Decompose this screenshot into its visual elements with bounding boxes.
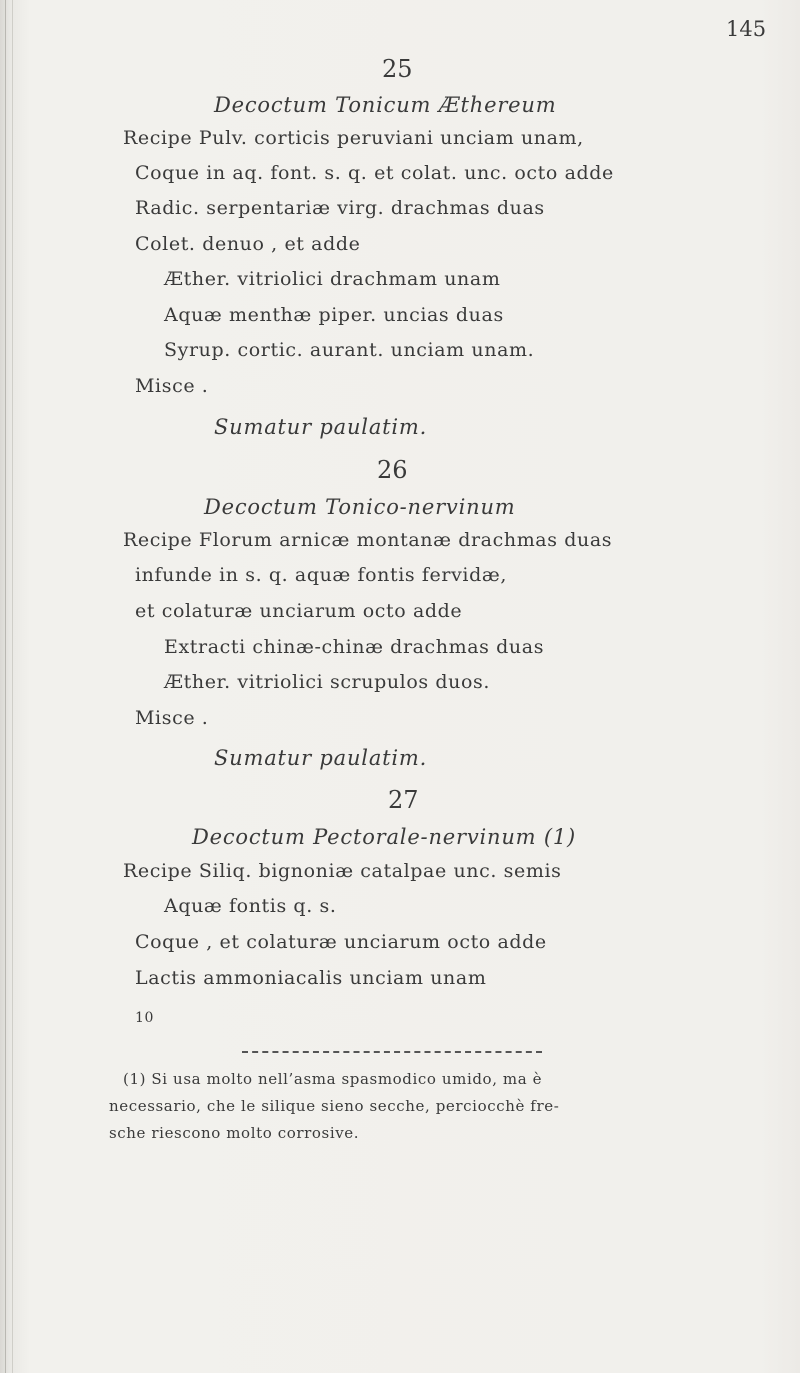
section-title: Decoctum Tonicum Æthereum (214, 93, 557, 117)
section-closing: Sumatur paulatim. (214, 415, 428, 439)
recipe-line: Radic. serpentariæ virg. drachmas duas (135, 197, 545, 219)
binding-edge-inner (12, 0, 13, 1373)
recipe-line: Æther. vitriolici drachmam unam (164, 268, 501, 290)
section-number: 26 (377, 456, 408, 484)
section-number: 25 (382, 55, 413, 83)
recipe-line: Coque , et colaturæ unciarum octo adde (135, 931, 547, 953)
recipe-line: Æther. vitriolici scrupulos duos. (164, 671, 491, 693)
recipe-line: et colaturæ unciarum octo adde (135, 600, 463, 622)
recipe-line: Misce . (135, 375, 209, 397)
recipe-line: Lactis ammoniacalis unciam unam (135, 967, 487, 989)
recipe-line: Misce . (135, 707, 209, 729)
page-number: 145 (726, 17, 767, 41)
footnote-line: sche riescono molto corrosive. (109, 1124, 360, 1142)
section-closing: Sumatur paulatim. (214, 746, 428, 770)
footnote-line: (1) Si usa molto nell’asma spasmodico umido, ma è (123, 1070, 543, 1088)
section-title: Decoctum Tonico-nervinum (204, 495, 516, 519)
recipe-line: Aquæ menthæ piper. uncias duas (164, 304, 504, 326)
binding-edge (5, 0, 6, 1373)
recipe-line: Colet. denuo , et adde (135, 233, 361, 255)
recipe-line: Recipe Siliq. bignoniæ catalpae unc. semis (123, 860, 562, 882)
section-number: 27 (388, 786, 419, 814)
recipe-line: infunde in s. q. aquæ fontis fervidæ, (135, 564, 507, 586)
recipe-line: Aquæ fontis q. s. (164, 895, 337, 917)
recipe-line: Coque in aq. font. s. q. et colat. unc. octo adde (135, 162, 614, 184)
signature-mark: 10 (135, 1010, 155, 1026)
recipe-line: Recipe Florum arnicæ montanæ drachmas duas (123, 529, 613, 551)
footnote-divider (242, 1051, 542, 1053)
recipe-line: Syrup. cortic. aurant. unciam unam. (164, 339, 535, 361)
section-title: Decoctum Pectorale-nervinum (1) (192, 825, 576, 849)
footnote-line: necessario, che le silique sieno secche, perciocchè fre- (109, 1097, 560, 1115)
recipe-line: Recipe Pulv. corticis peruviani unciam unam, (123, 127, 584, 149)
recipe-line: Extracti chinæ-chinæ drachmas duas (164, 636, 545, 658)
